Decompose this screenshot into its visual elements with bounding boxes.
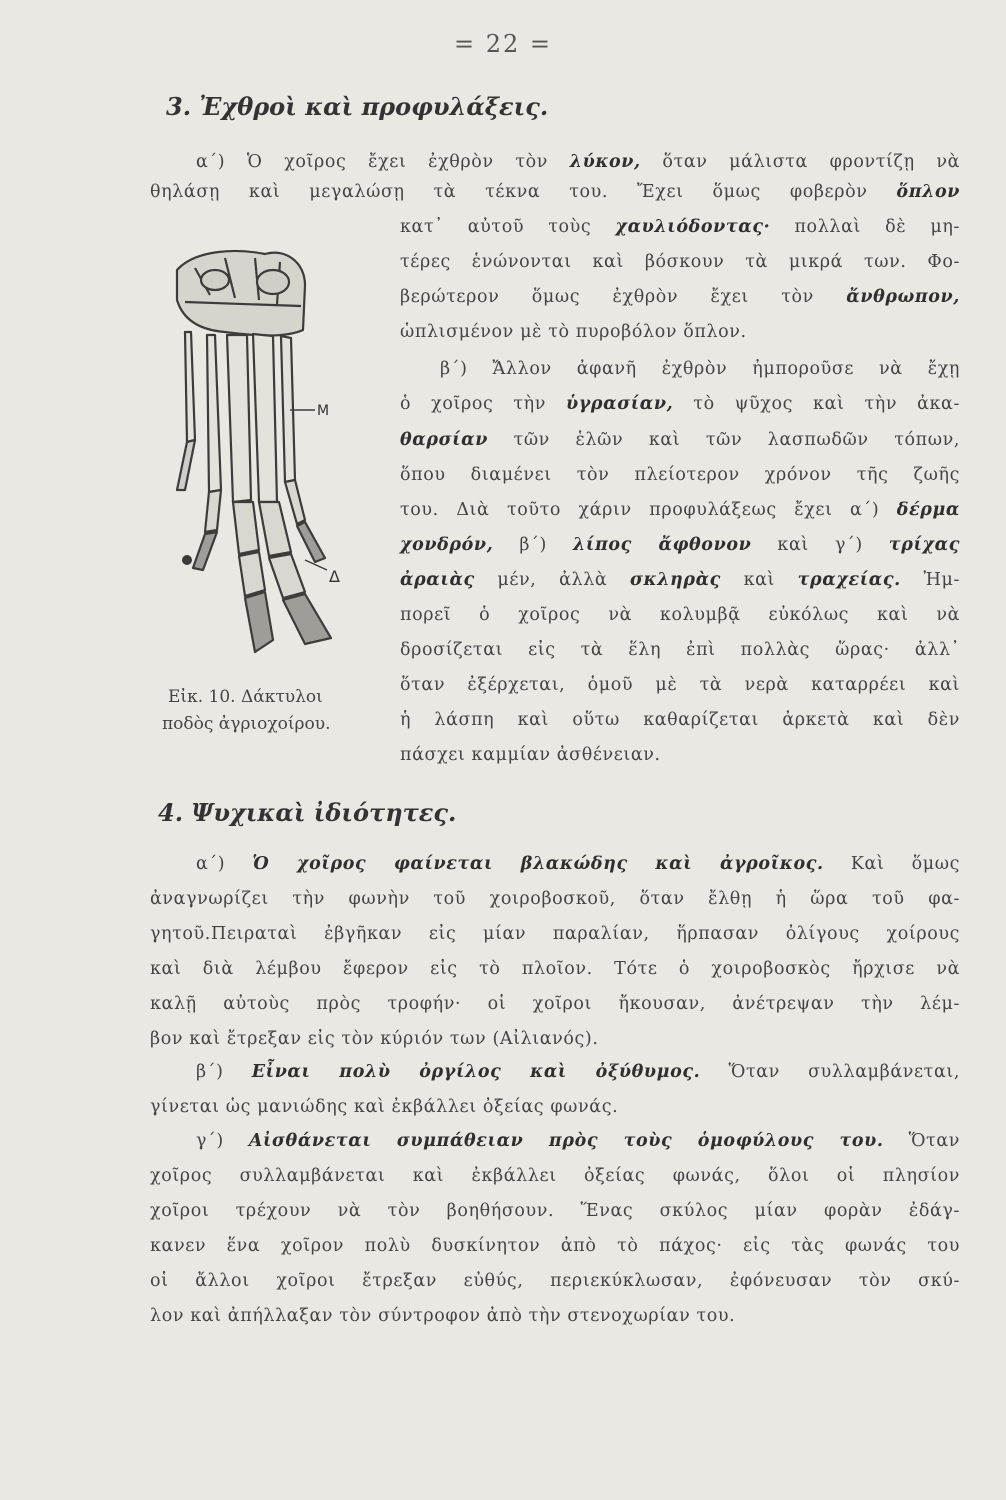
text-line: γητοῦ.Πειραταὶ ἐβγῆκαν εἰς μίαν παραλίαν, ἥρπασαν ὀλίγους χοίρους [150, 924, 960, 944]
text-line: ὅταν ἐξέρχεται, ὁμοῦ μὲ τὰ νερὰ καταρρέει καὶ [400, 675, 960, 695]
text-line: τέρες ἑνώνονται καὶ βόσκουν τὰ μικρά των. Φο- [400, 252, 960, 272]
text-line: ἡ λάσπη καὶ οὕτω καθαρίζεται ἀρκετὰ καὶ δὲν [400, 710, 960, 730]
text-line: β΄) Ἄλλον ἀφανῆ ἐχθρὸν ἠμποροῦσε νὰ ἔχῃ [440, 359, 960, 379]
marker-dot-icon [182, 555, 192, 565]
text-line: ἀναγνωρίζει τὴν φωνὴν τοῦ χοιροβοσκοῦ, ὅταν ἔλθῃ ἡ ὥρα τοῦ φα- [150, 889, 960, 909]
section-4-heading: 4. Ψυχικαὶ ἰδιότητες. [158, 798, 457, 827]
text-line: γίνεται ὡς μανιώδης καὶ ἐκβάλλει ὀξείας φωνάς. [150, 1097, 619, 1117]
text-line: χοῖροι τρέχουν νὰ τὸν βοηθήσουν. Ἕνας σκύλος μίαν φορὰν ἐδάγ- [150, 1201, 960, 1221]
text-line: θηλάσῃ καὶ μεγαλώσῃ τὰ τέκνα του. Ἔχει ὅμως φοβερὸν ὅπλον [150, 182, 960, 202]
text-line: ὡπλισμένον μὲ τὸ πυροβόλον ὅπλον. [400, 322, 747, 342]
text-line: χονδρόν, β΄) λίπος ἄφθονον καὶ γ΄) τρίχας [400, 535, 960, 555]
text-line: θαρσίαν τῶν ἑλῶν καὶ τῶν λασπωδῶν τόπων, [400, 430, 960, 450]
figure-caption-line2: ποδὸς ἀγριοχοίρου. [162, 714, 331, 734]
text-line: β΄) Εἶναι πολὺ ὀργίλος καὶ ὀξύθυμος. Ὅταν συλλαμβάνεται, [196, 1062, 960, 1082]
text-line: ἀραιὰς μέν, ἀλλὰ σκληρὰς καὶ τραχείας. Ἠμ- [400, 570, 960, 590]
text-line: α΄) Ὁ χοῖρος φαίνεται βλακώδης καὶ ἀγροῖκος. Καὶ ὅμως [196, 854, 960, 874]
text-line: ὅπου διαμένει τὸν πλείοτερον χρόνον τῆς ζωῆς [400, 465, 960, 485]
text-line: οἱ ἄλλοι χοῖροι ἔτρεξαν εὐθύς, περιεκύκλωσαν, ἐφόνευσαν τὸν σκύ- [150, 1271, 960, 1291]
foot-skeleton-illustration [155, 240, 370, 670]
text-line: α΄) Ὁ χοῖρος ἔχει ἐχθρὸν τὸν λύκον, ὅταν μάλιστα φροντίζῃ νὰ [196, 152, 961, 172]
text-line: πάσχει καμμίαν ἀσθένειαν. [400, 745, 661, 765]
section-3-heading: 3. Ἐχθροὶ καὶ προφυλάξεις. [166, 92, 549, 121]
figure-label-m: M [317, 403, 330, 419]
figure-caption-line1: Εἰκ. 10. Δάκτυλοι [168, 687, 323, 707]
text-line: λον καὶ ἀπήλλαξαν τὸν σύντροφον ἀπὸ τὴν στενοχωρίαν του. [150, 1306, 736, 1326]
text-line: καλῇ αὐτοὺς πρὸς τροφήν· οἱ χοῖροι ἤκουσαν, ἀνέτρεψαν τὴν λέμ- [150, 994, 960, 1014]
text-line: κανεν ἕνα χοῖρον πολὺ δυσκίνητον ἀπὸ τὸ πάχος· εἰς τὰς φωνάς του [150, 1236, 960, 1256]
text-line: βον καὶ ἔτρεξαν εἰς τὸν κύριόν των (Αἰλιανός). [150, 1029, 599, 1049]
text-line: βερώτερον ὅμως ἐχθρὸν ἔχει τὸν ἄνθρωπον, [400, 287, 960, 307]
text-line: κατ᾽ αὐτοῦ τοὺς χαυλιόδοντας· πολλαὶ δὲ μη- [400, 217, 960, 237]
page-number: = 22 = [453, 30, 552, 58]
text-line: ὁ χοῖρος τὴν ὑγρασίαν, τὸ ψῦχος καὶ τὴν ἀκα- [400, 394, 960, 414]
text-line: δροσίζεται εἰς τὰ ἕλη ἐπὶ πολλὰς ὥρας· ἀλλ᾽ [400, 640, 960, 660]
text-line: πορεῖ ὁ χοῖρος νὰ κολυμβᾷ εὐκόλως καὶ νὰ [400, 605, 960, 625]
text-line: χοῖρος συλλαμβάνεται καὶ ἐκβάλλει ὀξείας φωνάς, ὅλοι οἱ πλησίον [150, 1166, 960, 1186]
text-line: καὶ διὰ λέμβου ἔφερον εἰς τὸ πλοῖον. Τότε ὁ χοιροβοσκὸς ἤρχισε νὰ [150, 959, 960, 979]
figure-label-d: Δ [329, 567, 340, 586]
text-line: γ΄) Αἰσθάνεται συμπάθειαν πρὸς τοὺς ὁμοφύλους του. Ὅταν [196, 1131, 960, 1151]
text-line: του. Διὰ τοῦτο χάριν προφυλάξεως ἔχει α΄) δέρμα [400, 500, 960, 520]
